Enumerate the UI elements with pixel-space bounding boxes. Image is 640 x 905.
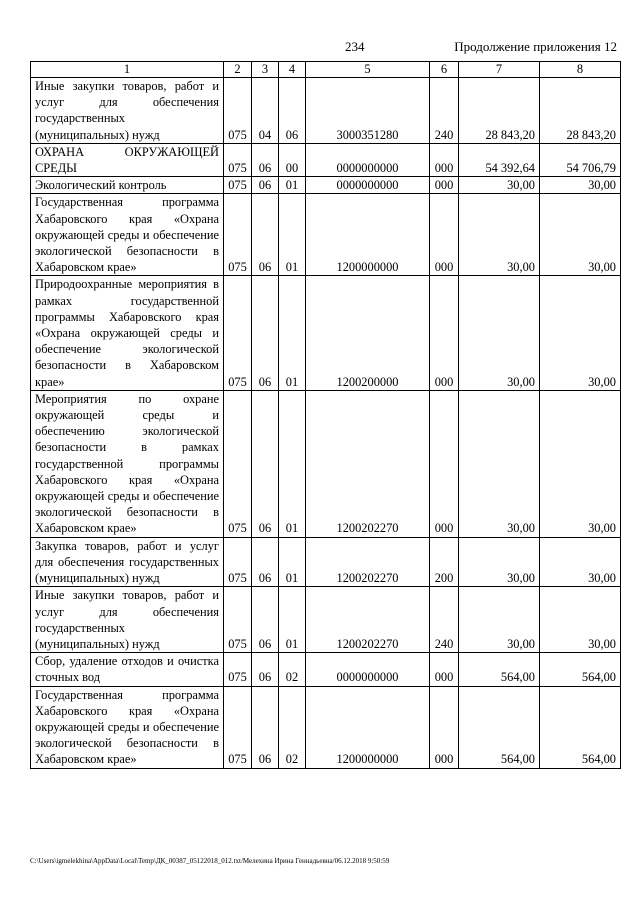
column-header: 1 — [31, 62, 224, 78]
amount-year2-cell: 54 706,79 — [540, 143, 621, 176]
amount-year1-cell: 54 392,64 — [459, 143, 540, 176]
column-header: 4 — [279, 62, 306, 78]
column-header: 8 — [540, 62, 621, 78]
amount-year2-cell: 30,00 — [540, 587, 621, 653]
row-name-cell: Закупка товаров, работ и услуг для обеспечения государственных (муниципальных) нужд — [31, 537, 224, 587]
amount-year2-cell: 30,00 — [540, 177, 621, 194]
expense-type-cell: 000 — [430, 686, 459, 768]
table-row — [31, 537, 621, 587]
ministry-code-cell: 075 — [224, 587, 252, 653]
section-code-cell: 06 — [252, 143, 279, 176]
row-name-cell: Государственная программа Хабаровского края «Охрана окружающей среды и обеспечение экологической безопасности в Хабаровском крае» — [31, 194, 224, 276]
amount-year1-cell: 30,00 — [459, 390, 540, 537]
table-row — [31, 390, 621, 537]
expense-type-cell: 240 — [430, 587, 459, 653]
table-row — [31, 686, 621, 768]
budget-table — [30, 61, 621, 769]
ministry-code-cell: 075 — [224, 78, 252, 144]
target-article-cell: 1200202270 — [306, 390, 430, 537]
amount-year1-cell: 564,00 — [459, 686, 540, 768]
column-header: 3 — [252, 62, 279, 78]
subsection-code-cell: 00 — [279, 143, 306, 176]
table-header-row — [31, 62, 621, 78]
expense-type-cell: 000 — [430, 390, 459, 537]
section-code-cell: 06 — [252, 537, 279, 587]
expense-type-cell: 000 — [430, 143, 459, 176]
table-row — [31, 653, 621, 686]
amount-year2-cell: 30,00 — [540, 276, 621, 390]
row-name-cell: ОХРАНА ОКРУЖАЮЩЕЙ СРЕДЫ — [31, 143, 224, 176]
row-name-cell: Природоохранные мероприятия в рамках государственной программы Хабаровского края «Охрана окружающей среды и обеспечение экологической безопасности в Хабаровском крае» — [31, 276, 224, 390]
subsection-code-cell: 01 — [279, 587, 306, 653]
section-code-cell: 06 — [252, 194, 279, 276]
ministry-code-cell: 075 — [224, 276, 252, 390]
ministry-code-cell: 075 — [224, 194, 252, 276]
subsection-code-cell: 01 — [279, 390, 306, 537]
expense-type-cell: 000 — [430, 177, 459, 194]
target-article-cell: 0000000000 — [306, 177, 430, 194]
row-name-cell: Сбор, удаление отходов и очистка сточных вод — [31, 653, 224, 686]
section-code-cell: 06 — [252, 653, 279, 686]
table-row — [31, 177, 621, 194]
table-row — [31, 194, 621, 276]
ministry-code-cell: 075 — [224, 143, 252, 176]
column-header: 6 — [430, 62, 459, 78]
table-row — [31, 587, 621, 653]
subsection-code-cell: 02 — [279, 686, 306, 768]
section-code-cell: 06 — [252, 390, 279, 537]
expense-type-cell: 000 — [430, 194, 459, 276]
amount-year1-cell: 30,00 — [459, 276, 540, 390]
subsection-code-cell: 01 — [279, 276, 306, 390]
target-article-cell: 1200000000 — [306, 686, 430, 768]
target-article-cell: 1200202270 — [306, 587, 430, 653]
page-number: 234 — [345, 39, 365, 54]
amount-year1-cell: 30,00 — [459, 194, 540, 276]
row-name-cell: Иные закупки товаров, работ и услуг для обеспечения государственных (муниципальных) нужд — [31, 587, 224, 653]
amount-year2-cell: 30,00 — [540, 390, 621, 537]
amount-year2-cell: 28 843,20 — [540, 78, 621, 144]
ministry-code-cell: 075 — [224, 177, 252, 194]
subsection-code-cell: 02 — [279, 653, 306, 686]
section-code-cell: 06 — [252, 587, 279, 653]
column-header: 2 — [224, 62, 252, 78]
target-article-cell: 1200000000 — [306, 194, 430, 276]
target-article-cell: 0000000000 — [306, 143, 430, 176]
subsection-code-cell: 01 — [279, 537, 306, 587]
amount-year1-cell: 30,00 — [459, 587, 540, 653]
target-article-cell: 1200200000 — [306, 276, 430, 390]
subsection-code-cell: 06 — [279, 78, 306, 144]
target-article-cell: 3000351280 — [306, 78, 430, 144]
row-name-cell: Мероприятия по охране окружающей среды и обеспечению экологической безопасности в рамках государственной программы Хабаровского края «Охрана окружающей среды и обеспечение экологической безопасности в Хабаровском крае» — [31, 390, 224, 537]
subsection-code-cell: 01 — [279, 194, 306, 276]
expense-type-cell: 200 — [430, 537, 459, 587]
ministry-code-cell: 075 — [224, 537, 252, 587]
row-name-cell: Экологический контроль — [31, 177, 224, 194]
amount-year2-cell: 564,00 — [540, 653, 621, 686]
row-name-cell: Государственная программа Хабаровского края «Охрана окружающей среды и обеспечение экологической безопасности в Хабаровском крае» — [31, 686, 224, 768]
table-row — [31, 143, 621, 176]
subsection-code-cell: 01 — [279, 177, 306, 194]
file-path-footer: C:\Users\igmelekhina\AppData\Local\Temp\ДК_00387_05122018_012.txt/Мелехина Ирина Геннадьевна/06.12.2018 9:50:59 — [30, 857, 390, 865]
amount-year2-cell: 30,00 — [540, 194, 621, 276]
expense-type-cell: 000 — [430, 276, 459, 390]
amount-year1-cell: 30,00 — [459, 537, 540, 587]
ministry-code-cell: 075 — [224, 686, 252, 768]
column-header: 5 — [306, 62, 430, 78]
section-code-cell: 06 — [252, 276, 279, 390]
amount-year1-cell: 564,00 — [459, 653, 540, 686]
table-row — [31, 276, 621, 390]
amount-year2-cell: 30,00 — [540, 537, 621, 587]
expense-type-cell: 000 — [430, 653, 459, 686]
amount-year1-cell: 30,00 — [459, 177, 540, 194]
appendix-continuation-title: Продолжение приложения 12 — [454, 39, 617, 54]
amount-year2-cell: 564,00 — [540, 686, 621, 768]
section-code-cell: 06 — [252, 177, 279, 194]
target-article-cell: 1200202270 — [306, 537, 430, 587]
target-article-cell: 0000000000 — [306, 653, 430, 686]
column-header: 7 — [459, 62, 540, 78]
amount-year1-cell: 28 843,20 — [459, 78, 540, 144]
expense-type-cell: 240 — [430, 78, 459, 144]
row-name-cell: Иные закупки товаров, работ и услуг для обеспечения государственных (муниципальных) нужд — [31, 78, 224, 144]
ministry-code-cell: 075 — [224, 390, 252, 537]
ministry-code-cell: 075 — [224, 653, 252, 686]
section-code-cell: 04 — [252, 78, 279, 144]
section-code-cell: 06 — [252, 686, 279, 768]
table-row — [31, 78, 621, 144]
